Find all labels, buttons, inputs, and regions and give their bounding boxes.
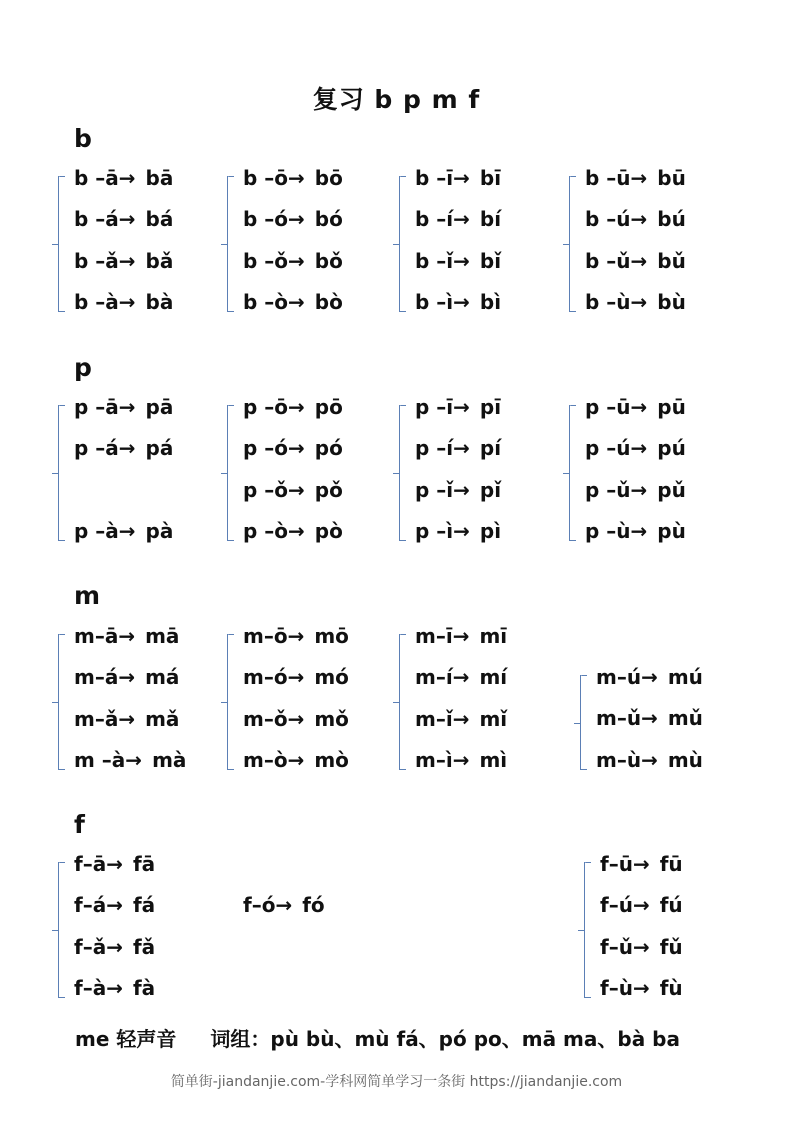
syllable-row: f–ǎ→ fǎ [74, 935, 156, 959]
syllable-row: p –í→ pí [415, 436, 502, 460]
bracket [227, 405, 243, 541]
section-label-f: f [74, 810, 85, 839]
syllable-row: p –ī→ pī [415, 395, 502, 419]
syllable-row: m–ò→ mò [243, 748, 349, 772]
bracket [58, 176, 74, 312]
phrases-list: pù bù、mù fá、pó po、mā ma、bà ba [270, 1027, 680, 1051]
syllable-row: m–ā→ mā [74, 624, 180, 648]
syllable-row: b –ù→ bù [585, 290, 686, 314]
syllable-row: b –ó→ bó [243, 207, 343, 231]
syllable-row: f–à→ fà [74, 976, 156, 1000]
bracket [58, 405, 74, 541]
syllable-row: m–ǒ→ mǒ [243, 707, 349, 731]
syllable-row: p –ò→ pò [243, 519, 343, 543]
syllable-row: m–á→ má [74, 665, 180, 689]
syllable-row: b –ǎ→ bǎ [74, 249, 174, 273]
syllable-row: b –à→ bà [74, 290, 174, 314]
syllable-row: p –ā→ pā [74, 395, 174, 419]
section-label-b: b [74, 124, 92, 153]
syllable-row: p –ó→ pó [243, 436, 343, 460]
phrases-label: 词组： [210, 1027, 271, 1051]
syllable-row: f–á→ fá [74, 893, 156, 917]
bracket [569, 176, 585, 312]
syllable-row: m–ú→ mú [596, 665, 703, 689]
syllable-row: p –ǔ→ pǔ [585, 478, 686, 502]
syllable-row: m–ǔ→ mǔ [596, 706, 703, 730]
syllable-row: p –ǐ→ pǐ [415, 478, 502, 502]
syllable-row: b –í→ bí [415, 207, 502, 231]
bracket [58, 862, 74, 998]
bracket [580, 675, 596, 770]
syllable-row: m–ī→ mī [415, 624, 508, 648]
syllable-row: b –ā→ bā [74, 166, 174, 190]
syllable-row: b –ú→ bú [585, 207, 686, 231]
syllable-row: p –ù→ pù [585, 519, 686, 543]
syllable-row: m–ǎ→ mǎ [74, 707, 180, 731]
bracket [569, 405, 585, 541]
site-credit: 简单街-jiandanjie.com-学科网简单学习一条街 https://jiandanjie.com [170, 1074, 623, 1090]
syllable-row: b –ǐ→ bǐ [415, 249, 502, 273]
syllable-row: m–ì→ mì [415, 748, 508, 772]
syllable-row: b –ī→ bī [415, 166, 502, 190]
page-title: 复习 b p m f [312, 85, 481, 114]
syllable-row: f–ó→ fó [243, 893, 325, 917]
syllable-row: p –á→ pá [74, 436, 174, 460]
syllable-row: p –ú→ pú [585, 436, 686, 460]
syllable-row: p –ì→ pì [415, 519, 502, 543]
bracket [227, 634, 243, 770]
syllable-row: m–ù→ mù [596, 748, 703, 772]
syllable-row: b –ǔ→ bǔ [585, 249, 686, 273]
syllable-row: f–ù→ fù [600, 976, 683, 1000]
syllable-row: f–ā→ fā [74, 852, 156, 876]
syllable-row: p –ū→ pū [585, 395, 686, 419]
bracket [58, 634, 74, 770]
section-label-p: p [74, 353, 92, 382]
syllable-row: f–ú→ fú [600, 893, 683, 917]
syllable-row: b –ò→ bò [243, 290, 343, 314]
syllable-row: p –ǒ→ pǒ [243, 478, 343, 502]
syllable-row: f–ǔ→ fǔ [600, 935, 683, 959]
syllable-row: b –á→ bá [74, 207, 174, 231]
syllable-row: f–ū→ fū [600, 852, 683, 876]
syllable-row: m–ǐ→ mǐ [415, 707, 508, 731]
bracket [399, 634, 415, 770]
syllable-row: p –à→ pà [74, 519, 174, 543]
bracket [399, 176, 415, 312]
bracket [584, 862, 600, 998]
syllable-row: m–ō→ mō [243, 624, 349, 648]
neutral-tone-and-phrases [75, 1023, 680, 1052]
syllable-row: b –ì→ bì [415, 290, 502, 314]
section-label-m: m [74, 581, 101, 610]
syllable-row: m –à→ mà [74, 748, 187, 772]
syllable-row: m–ó→ mó [243, 665, 349, 689]
syllable-row: m–í→ mí [415, 665, 508, 689]
syllable-row: b –ū→ bū [585, 166, 686, 190]
neutral-tone-note: me 轻声音 [75, 1027, 177, 1051]
bracket [399, 405, 415, 541]
syllable-row: p –ō→ pō [243, 395, 343, 419]
syllable-row: b –ǒ→ bǒ [243, 249, 343, 273]
syllable-row: b –ō→ bō [243, 166, 343, 190]
bracket [227, 176, 243, 312]
